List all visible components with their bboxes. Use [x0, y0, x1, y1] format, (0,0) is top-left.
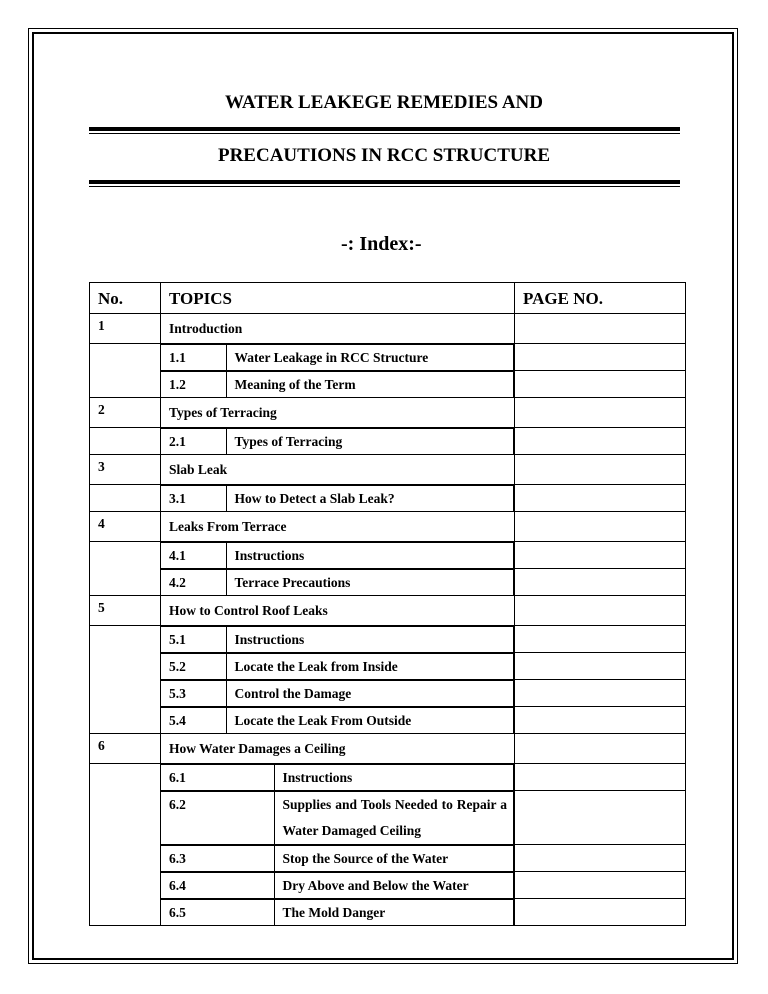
section-number: 1 — [90, 314, 161, 344]
subsection-inner — [161, 872, 514, 898]
subsection-topic-cell — [161, 680, 515, 707]
section-number: 5 — [90, 596, 161, 626]
subsection-topic-cell — [161, 626, 515, 653]
subsection-number: 4.1 — [161, 543, 226, 569]
section-row — [90, 398, 686, 428]
section-title: Introduction — [161, 314, 515, 344]
section-row — [90, 734, 686, 764]
subsection-page-cell — [515, 845, 686, 872]
index-heading: -: Index:- — [341, 233, 422, 255]
section-number-span — [90, 428, 161, 455]
section-page-cell — [515, 398, 686, 428]
subsection-row — [90, 569, 686, 596]
subsection-number: 1.2 — [161, 372, 226, 398]
section-number-span — [90, 344, 161, 398]
subsection-title: The Mold Danger — [274, 900, 514, 926]
section-number: 2 — [90, 398, 161, 428]
subsection-number: 3.1 — [161, 486, 226, 512]
subsection-number: 6.1 — [161, 765, 274, 791]
section-row — [90, 596, 686, 626]
subsection-row — [90, 707, 686, 734]
document-title-line2: PRECAUTIONS IN RCC STRUCTURE — [217, 145, 551, 166]
subsection-inner — [161, 899, 514, 925]
subsection-topic-cell — [161, 653, 515, 680]
subsection-topic-cell — [161, 872, 515, 899]
section-title: How Water Damages a Ceiling — [161, 734, 515, 764]
subsection-row — [90, 764, 686, 791]
subsection-page-cell — [515, 485, 686, 512]
document-title-line1: WATER LEAKEGE REMEDIES AND — [225, 92, 543, 113]
title-rule-top — [89, 127, 680, 134]
section-page-cell — [515, 734, 686, 764]
subsection-topic-cell — [161, 542, 515, 569]
section-page-cell — [515, 596, 686, 626]
subsection-title: Instructions — [274, 765, 514, 791]
subsection-page-cell — [515, 569, 686, 596]
subsection-title: Locate the Leak from Inside — [226, 654, 514, 680]
section-number-span — [90, 764, 161, 926]
subsection-row — [90, 791, 686, 845]
section-row — [90, 314, 686, 344]
section-number: 6 — [90, 734, 161, 764]
subsection-page-cell — [515, 344, 686, 371]
subsection-number: 6.5 — [161, 900, 274, 926]
subsection-number: 6.4 — [161, 873, 274, 899]
subsection-topic-cell — [161, 485, 515, 512]
subsection-row — [90, 899, 686, 926]
subsection-topic-cell — [161, 569, 515, 596]
subsection-number: 6.2 — [161, 792, 274, 845]
subsection-number: 1.1 — [161, 345, 226, 371]
section-title: Slab Leak — [161, 455, 515, 485]
subsection-title: Locate the Leak From Outside — [226, 708, 514, 734]
subsection-page-cell — [515, 764, 686, 791]
section-title: How to Control Roof Leaks — [161, 596, 515, 626]
section-number-span — [90, 485, 161, 512]
section-page-cell — [515, 512, 686, 542]
subsection-topic-cell — [161, 428, 515, 455]
table-header-row — [90, 283, 686, 314]
subsection-row — [90, 653, 686, 680]
subsection-inner — [161, 626, 514, 652]
subsection-topic-cell — [161, 899, 515, 926]
subsection-title: Meaning of the Term — [226, 372, 514, 398]
section-number-span — [90, 626, 161, 734]
subsection-topic-cell — [161, 791, 515, 845]
subsection-number: 5.4 — [161, 708, 226, 734]
subsection-row — [90, 371, 686, 398]
subsection-inner — [161, 680, 514, 706]
section-title: Leaks From Terrace — [161, 512, 515, 542]
subsection-title: Types of Terracing — [226, 429, 514, 455]
subsection-inner — [161, 485, 514, 511]
section-number-span — [90, 542, 161, 596]
subsection-page-cell — [515, 707, 686, 734]
section-number: 4 — [90, 512, 161, 542]
subsection-page-cell — [515, 542, 686, 569]
subsection-title: Stop the Source of the Water — [274, 846, 514, 872]
subsection-inner — [161, 845, 514, 871]
subsection-row — [90, 845, 686, 872]
subsection-row — [90, 626, 686, 653]
subsection-title: Terrace Precautions — [226, 570, 514, 596]
subsection-title: Instructions — [226, 627, 514, 653]
subsection-inner — [161, 542, 514, 568]
subsection-row — [90, 542, 686, 569]
subsection-inner — [161, 707, 514, 733]
subsection-page-cell — [515, 626, 686, 653]
subsection-topic-cell — [161, 845, 515, 872]
section-title: Types of Terracing — [161, 398, 515, 428]
subsection-row — [90, 872, 686, 899]
subsection-topic-cell — [161, 764, 515, 791]
section-page-cell — [515, 455, 686, 485]
subsection-title: Water Leakage in RCC Structure — [226, 345, 514, 371]
subsection-title: How to Detect a Slab Leak? — [226, 486, 514, 512]
subsection-topic-cell — [161, 344, 515, 371]
subsection-inner — [161, 569, 514, 595]
subsection-row — [90, 428, 686, 455]
subsection-title: Control the Damage — [226, 681, 514, 707]
subsection-inner — [161, 764, 514, 790]
subsection-inner — [161, 653, 514, 679]
subsection-topic-cell — [161, 371, 515, 398]
subsection-number: 2.1 — [161, 429, 226, 455]
subsection-page-cell — [515, 371, 686, 398]
section-row — [90, 512, 686, 542]
subsection-page-cell — [515, 899, 686, 926]
subsection-row — [90, 485, 686, 512]
subsection-title: Instructions — [226, 543, 514, 569]
subsection-row — [90, 680, 686, 707]
index-table — [89, 282, 686, 926]
subsection-number: 5.3 — [161, 681, 226, 707]
subsection-page-cell — [515, 680, 686, 707]
section-number: 3 — [90, 455, 161, 485]
subsection-row — [90, 344, 686, 371]
subsection-page-cell — [515, 653, 686, 680]
header-page-no: PAGE NO. — [515, 283, 686, 314]
subsection-inner — [161, 371, 514, 397]
subsection-inner — [161, 344, 514, 370]
header-topics: TOPICS — [161, 283, 515, 314]
subsection-number: 5.2 — [161, 654, 226, 680]
subsection-page-cell — [515, 791, 686, 845]
subsection-title: Dry Above and Below the Water — [274, 873, 514, 899]
subsection-page-cell — [515, 872, 686, 899]
subsection-number: 5.1 — [161, 627, 226, 653]
title-rule-bottom — [89, 180, 680, 187]
subsection-number: 4.2 — [161, 570, 226, 596]
section-page-cell — [515, 314, 686, 344]
section-row — [90, 455, 686, 485]
subsection-page-cell — [515, 428, 686, 455]
subsection-inner — [161, 428, 514, 454]
subsection-title: Supplies and Tools Needed to Repair a Water Damaged Ceiling — [274, 792, 514, 845]
subsection-topic-cell — [161, 707, 515, 734]
subsection-inner — [161, 791, 514, 844]
subsection-number: 6.3 — [161, 846, 274, 872]
header-no: No. — [90, 283, 161, 314]
